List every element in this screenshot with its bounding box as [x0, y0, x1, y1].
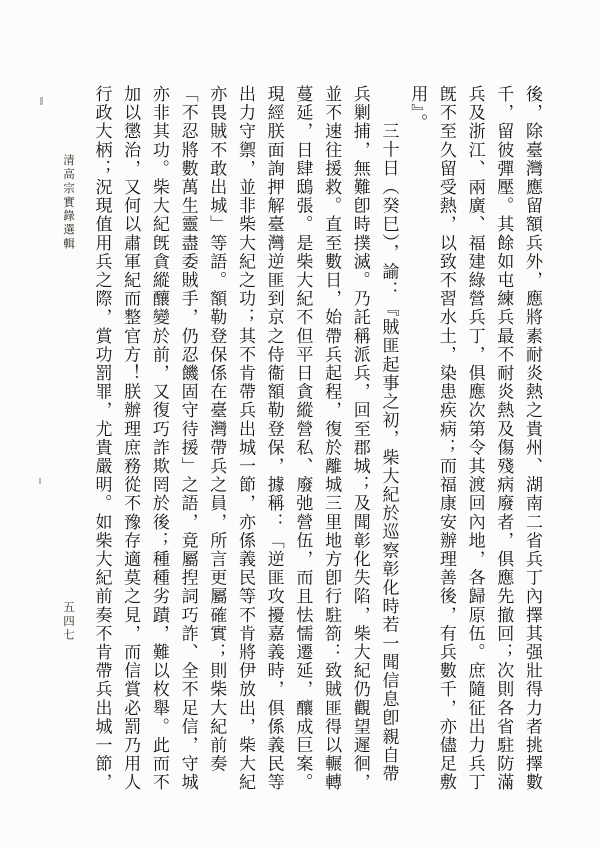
text-column: 後，除臺灣應留額兵外，應將素耐炎熱之貴州、湖南二省兵丁內擇其强壯得力者挑擇數 [522, 85, 542, 792]
text-column: 加以懲治，又何以肅軍紀而整官方！朕辦理庶務從不豫存適莫之見，而信賞必罰乃用人 [120, 85, 141, 792]
text-column: 亦非其功。柴大紀旣貪縱釀變於前，又復巧詐欺罔於後；種種劣蹟，難以枚舉。此而不 [148, 85, 169, 792]
text-column: 三十日（癸巳），諭：『賊匪起事之初，柴大紀於巡察彰化時若一聞信息卽親自帶 [378, 122, 399, 784]
text-column: 行政大柄；況現值用兵之際，賞功罰罪，尤貴嚴明。如柴大紀前奏不肯帶兵出城一節， [91, 85, 112, 792]
text-column: 出力守禦，並非柴大紀之功；其不肯帶兵出城一節，亦係義民等不肯將伊放出，柴大紀 [234, 85, 255, 792]
text-column: 蔓延，日肆鴟張。是柴大紀不但平日貪縱營私、廢弛營伍，而且怯懦遷延，釀成巨案。 [292, 85, 313, 792]
text-column: 「不忍將數萬生靈盡委賊手，仍忍饑固守待援」之語，竟屬揑詞巧詐、全不足信，守城 [177, 85, 198, 792]
text-column: 並不速往援救。直至數日，始帶兵起程，復於離城三里地方卽行駐箚：致賊匪得以輾轉 [321, 85, 342, 792]
text-column: 兵及浙江、兩廣、福建綠營兵丁，俱應次第令其渡回內地，各歸原伍。庶隨征出力兵丁 [464, 85, 485, 792]
scan-speck [39, 478, 41, 484]
text-column: 亦畏賊不敢出城」等語。額勒登保係在臺灣帶兵之員，所言更屬確實；則柴大紀前奏 [206, 85, 227, 774]
page-number: 五四七 [62, 601, 76, 643]
text-column: 用』。 [407, 85, 428, 133]
text-columns [87, 85, 546, 791]
book-title: 清高宗實錄選輯 [62, 154, 76, 252]
text-column: 兵剿捕，無難卽時撲滅。乃託稱派兵，回至郡城；及聞彰化失陷，柴大紀仍觀望遲徊， [349, 85, 370, 792]
scan-speck [40, 97, 43, 105]
text-column: 千，留彼彈壓。其餘如屯練兵最不耐炎熱及傷殘病廢者，俱應先撤回；次則各省駐防滿 [493, 85, 514, 792]
text-column: 旣不至久留受熱，以致不習水土，染患疾病；而福康安辦理善後，有兵數千，亦儘足敷 [435, 85, 456, 792]
text-column: 現經朕面詢押解臺灣逆匪到京之侍衞額勒登保，據稱：「逆匪攻擾嘉義時，俱係義民等 [263, 85, 284, 792]
